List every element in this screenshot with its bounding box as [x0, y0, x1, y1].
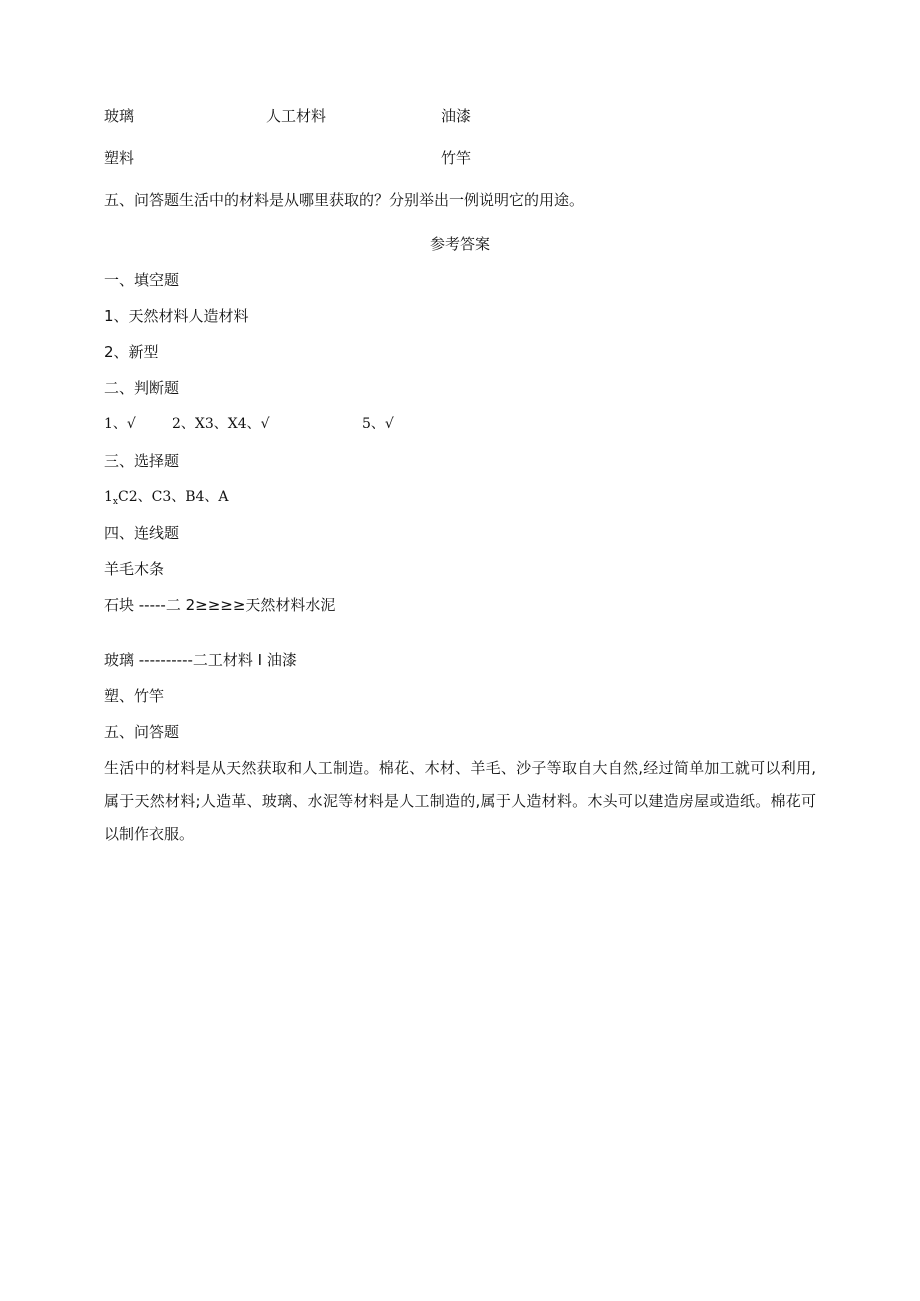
sec3-answer-sub: x: [112, 497, 118, 507]
sec4-line-1: 羊毛木条: [104, 560, 165, 578]
row1-right: 油漆: [441, 107, 472, 125]
row2-right: 竹竿: [441, 149, 472, 167]
sec3-answer-num: 1: [104, 489, 113, 505]
question-5: 五、问答题生活中的材料是从哪里获取的？分别举出一例说明它的用途。: [104, 191, 585, 209]
sec4-heading: 四、连线题: [104, 524, 180, 542]
sec4-line-4: 塑、竹竿: [104, 687, 165, 705]
sec5-paragraph: 生活中的材料是从天然获取和人工制造。棉花、木材、羊毛、沙子等取自大自然,经过简单加工就可以利用,属于天然材料;人造革、玻璃、水泥等材料是人工制造的,属于人造材料。木头可以建造房屋或造纸。棉花可以制作衣服。: [104, 759, 816, 843]
sec1-answer-2: 2、新型: [104, 343, 159, 361]
sec1-answer-1: 1、天然材料人造材料: [104, 307, 249, 325]
sec3-heading: 三、选择题: [104, 452, 180, 470]
sec2-answer-part2: 2、X3、X4、√: [172, 416, 270, 432]
sec2-answer-part1: 1、√: [104, 416, 136, 432]
sec3-answer: [104, 487, 229, 512]
sec4-line-3: 玻璃 ----------二工材料 I 油漆: [104, 651, 297, 669]
sec4-line-2: 石块 -----二 2≥≥≥≥天然材料水泥: [104, 596, 336, 614]
row2-left: 塑料: [104, 149, 135, 167]
sec3-answer-rest: C2、C3、B4、A: [118, 489, 229, 505]
sec5-heading: 五、问答题: [104, 723, 180, 741]
sec2-heading: 二、判断题: [104, 379, 180, 397]
sec2-answer-part3: 5、√: [362, 416, 394, 432]
answers-title: 参考答案: [429, 235, 490, 253]
row1-middle: 人工材料: [266, 107, 327, 125]
sec1-heading: 一、填空题: [104, 271, 180, 289]
row1-left: 玻璃: [104, 107, 135, 125]
